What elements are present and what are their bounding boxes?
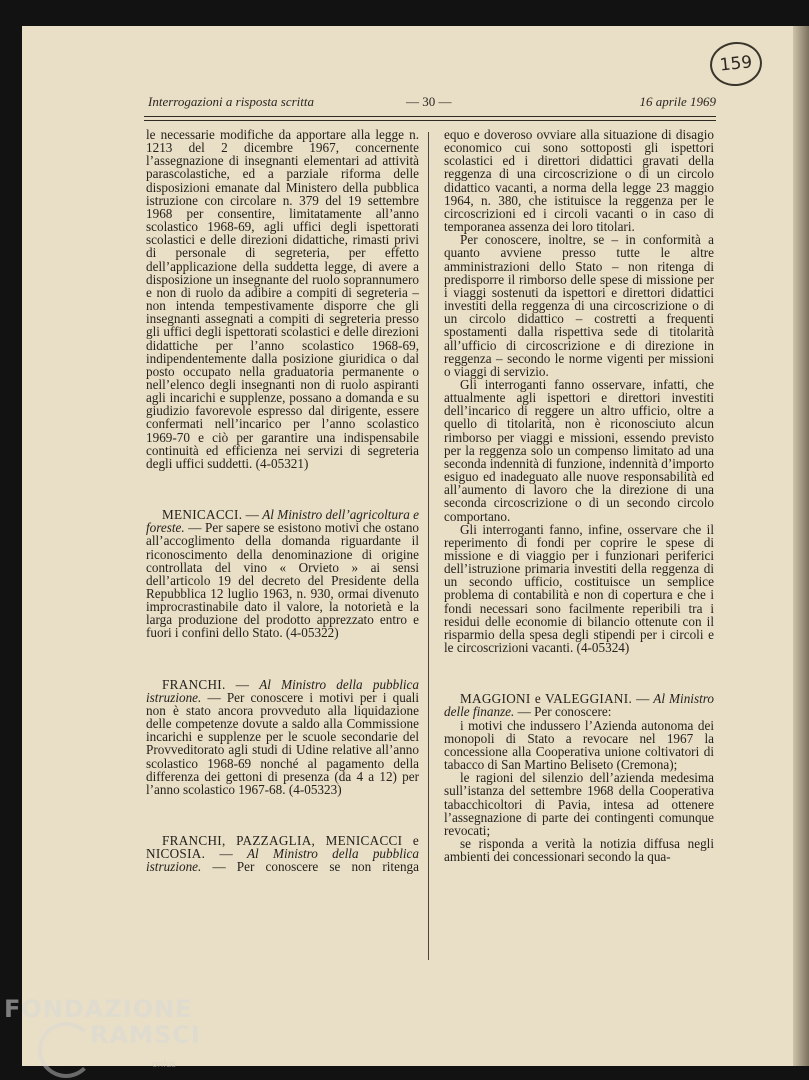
addressee-minister: Al Ministro delle finanze. [444, 691, 714, 720]
right-paragraph-1: equo e doveroso ovviare alla situazione di disagio economico cui sono sottoposti gli ispettori scolastici ed i direttori didattici gravati della reggenza di una circoscrizione o di un circolo didattico vacanti, a norma della legge 23 maggio 1964, n. 380, che istituisce la reggenza per le circoscrizioni ed i circoli vacanti o in caso di temporanea assenza dei loro titolari. [444, 127, 714, 235]
header-date: 16 aprile 1969 [639, 94, 716, 109]
right-paragraph-4 [444, 523, 714, 655]
header-section-title: Interrogazioni a risposta scritta [148, 94, 315, 109]
interrogant-name: FRANCHI, PAZZAGLIA, MENICACCI e NICOSIA. [146, 833, 419, 862]
interrogation-text: Per conoscere i motivi per i quali non è stato ancora provveduto alla liquidazione delle competenze dovute a saldo alla Commissione incarichi e supplenze per le scuole secondarie del Provveditorato agli studi di Udine relative all’anno scolastico 1968-69 nonché al pagamento della differenza dei gettoni di presenza (da 4 a 12) per l’anno scolastico 1967-68. [146, 689, 419, 797]
handwritten-page-number: 159 [708, 39, 764, 88]
header-page-number: — 30 — [406, 94, 452, 109]
interrogation-ref: (4-05323) [288, 781, 342, 797]
interrogation-franchi: FRANCHI. — Al Ministro della pubblica istruzione. — Per conoscere i motivi per i quali non è stato ancora provveduto alla liquidazione delle competenze dovute a saldo alla Commissione incarichi e supplenze per le scuole secondarie del Provveditorato agli studi di Udine relative all’anno scolastico 1968-69 nonché al pagamento della differenza dei gettoni di presenza (da 4 a 12) per l’anno scolastico 1967-68. (4-05323) [146, 676, 419, 797]
interrogation-item: se risponda a verità la notizia diffusa negli ambienti dei concessionari secondo la qua- [444, 835, 714, 865]
watermark-suffix: onlus [152, 1060, 177, 1070]
interrogation-maggioni: MAGGIONI e VALEGGIANI. — Al Ministro delle finanze. — Per conoscere: [444, 691, 714, 720]
interrogant-name: MAGGIONI e VALEGGIANI. [460, 691, 633, 707]
interrogant-name: MENICACCI. [162, 507, 243, 523]
watermark-g-ring-icon [38, 1022, 94, 1078]
header-rule-bottom [144, 120, 716, 121]
watermark-logo [4, 995, 201, 1070]
interrogation-ref: (4-05321) [255, 455, 309, 471]
column-divider [428, 132, 429, 960]
interrogation-menicacci: MENICACCI. — Al Ministro dell’agricoltura e foreste. — Per sapere se esistono motivi che ostano all’accoglimento della domanda riguardante il riconoscimento della denominazione di origine controllata del vino « Orvieto » ai sensi dell’articolo 19 del decreto del Presidente della Repubblica 12 luglio 1963, n. 930, ormai divenuto improcrastinabile dato il valore, la notorietà e la larga produzione del prodotto apprezzato entro e fuori i confini dello Stato. (4-05322) [146, 507, 420, 641]
interrogation-ref: (4-05324) [576, 640, 630, 656]
interrogation-text: Per conoscere se non ritenga [236, 859, 419, 875]
interrogation-intro: Per conoscere: [534, 704, 612, 720]
interrogation-item: le ragioni del silenzio dell’azienda medesima sull’istanza del settembre 1968 della Cooperativa tabacchicoltori di Pavia, intesa ad ottenere l’assegnazione di parte dei contingenti comunque revocati; [444, 770, 714, 838]
left-column [146, 128, 419, 874]
interrogation-ref: (4-05322) [285, 625, 339, 641]
addressee-minister: Al Ministro della pubblica istruzione. [146, 846, 419, 875]
watermark-line-1: FONDAZIONE [4, 995, 193, 1023]
watermark-line-2: RAMSCI [90, 1021, 201, 1049]
right-paragraph-3: Gli interroganti fanno osservare, infatti, che attualmente agli ispettori e direttori investiti dell’incarico di reggere un altro ufficio, oltre a quello di titolarità, non è riconosciuto alcun rimborso per viaggi e missioni, essendo previsto per la reggenza solo un compenso limitato ad una seconda indennità di funzione, indennità d’importo esiguo ed inadeguato alle nuove responsabilità ed all’aumento di lavoro che la direzione di una seconda circoscrizione o di un secondo circolo comportano. [444, 376, 714, 524]
right-paragraph-2: Per conoscere, inoltre, se – in conformità a quanto avviene presso tutte le altre amministrazioni dello Stato – non ritenga di predisporre il rimborso delle spese di missione per i viaggi sostenuti da ispettori e direttori didattici investiti della reggenza di una circoscrizione o di un circolo didattico – costretti a frequenti spostamenti dalla rispettiva sede di titolarità all’ufficio di circoscrizione e di direzione in reggenza – secondo le norme vigenti per missioni o viaggi di servizio. [444, 232, 714, 379]
interrogation-franchi-pazzaglia: FRANCHI, PAZZAGLIA, MENICACCI e NICOSIA. — Al Ministro della pubblica istruzione. — Per conoscere se non ritenga [146, 833, 419, 875]
page-edge-shadow [793, 26, 809, 1066]
header-rule-top [144, 116, 716, 117]
continuation-text: le necessarie modifiche da apportare alla legge n. 1213 del 2 dicembre 1967, concernente l’assegnazione di insegnanti elementari ad attività parascolastiche, ed a parziale riforma delle disposizioni emanate dal Ministero della pubblica istruzione con circolare n. 379 del 19 settembre 1968 per consentire, limitatamente all’anno scolastico 1968-69, agli uffici degli ispettorati scolastici e delle direzioni didattiche, rimasti privi di personale di segreteria, per effetto dell’applicazione della suddetta legge, di avere a disposizione un insegnante del ruolo soprannumero e non di ruolo da adibire a compiti di segreteria – non intenda tempestivamente disporre che gli insegnanti assegnati a compiti di segreteria presso gli uffici degli ispettorati scolastici e delle direzioni didattiche per l’anno scolastico 1968-69, indipendentemente dalla posizione giuridica o dal posto occupato nella graduatoria permanente o nell’elenco degli insegnanti non di ruolo aspiranti agli incarichi e supplenze, possano a domanda e su giudizio favorevole espresso dal dirigente, essere confermati nell’incarico per l’anno scolastico 1969-70 e ciò per garantire una indispensabile continuità ed efficienza nei servizi di segreteria degli uffici suddetti. [146, 127, 419, 471]
paragraph-text: Gli interroganti fanno, infine, osservare che il reperimento di fondi per coprire le spese di missione e di viaggio per i funzionari periferici dell’istruzione primaria investiti della reggenza di un secondo ufficio, costituisce un semplice problema di contabilità e non di copertura e che i fondi necessari sono facilmente reperibili tra i residui delle economie di bilancio ottenute con il risparmio della spesa degli stipendi per i circoli e le circoscrizioni vacanti. [444, 521, 714, 656]
interrogant-name: FRANCHI. [162, 676, 226, 692]
interrogation-text: Per sapere se esistono motivi che ostano all’accoglimento della domanda riguardante il riconoscimento della denominazione di origine controllata del vino « Orvieto » ai sensi dell’articolo 19 del decreto del Presidente della Repubblica 12 luglio 1963, n. 930, ormai divenuto improcrastinabile dato il valore, la notorietà e la larga produzione del prodotto apprezzato entro e fuori i confini dello Stato. [146, 520, 420, 641]
continuation-paragraph [146, 128, 419, 470]
right-column [444, 128, 714, 863]
interrogation-item: i motivi che indussero l’Azienda autonoma dei monopoli di Stato a revocare nel 1967 la concessione alla Cooperativa unione coltivatori di tabacco di San Martino Beliseto (Cremona); [444, 717, 714, 773]
running-header [148, 94, 716, 112]
addressee-minister: Al Ministro dell’agricoltura e foreste. [146, 507, 419, 536]
addressee-minister: Al Ministro della pubblica istruzione. [146, 676, 419, 705]
